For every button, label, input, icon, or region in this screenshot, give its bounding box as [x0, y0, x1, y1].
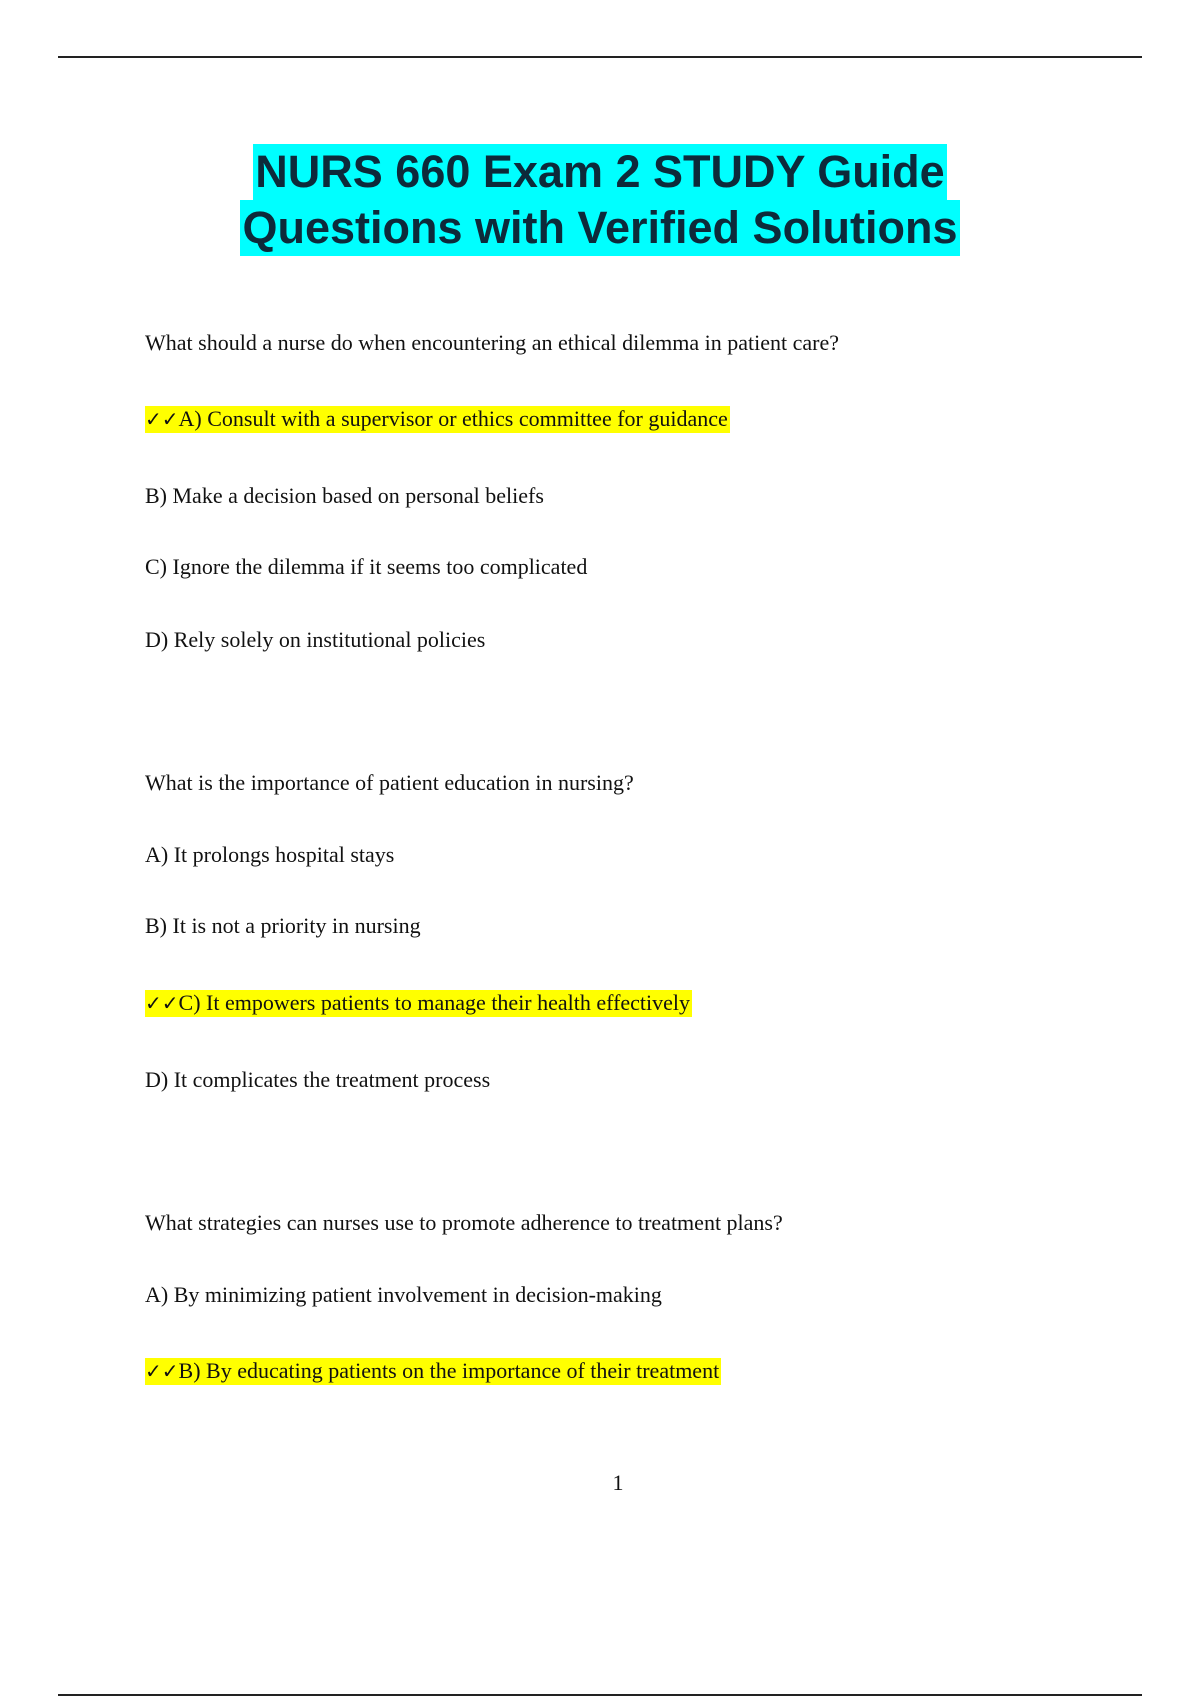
double-check-icon: ✓✓ [145, 991, 179, 1015]
question-3: What strategies can nurses use to promote adherence to treatment plans? [145, 1210, 783, 1235]
question-2-option-b: B) It is not a priority in nursing [145, 913, 421, 938]
question-1-option-d: D) Rely solely on institutional policies [145, 627, 486, 652]
page-number: 1 [612, 1470, 624, 1495]
option-label: B) By educating patients on the importance of their treatment [178, 1358, 720, 1383]
double-check-icon: ✓✓ [145, 407, 179, 431]
question-2-option-d: D) It complicates the treatment process [145, 1067, 491, 1092]
question-1-option-a-correct [145, 404, 730, 434]
question-2-option-a: A) It prolongs hospital stays [145, 842, 395, 867]
question-1-option-c: C) Ignore the dilemma if it seems too complicated [145, 554, 588, 579]
top-rule [58, 56, 1142, 58]
question-1: What should a nurse do when encountering an ethical dilemma in patient care? [145, 330, 839, 355]
correct-answer-highlight [145, 1358, 721, 1385]
question-3-option-a: A) By minimizing patient involvement in decision-making [145, 1282, 662, 1307]
question-1-option-b: B) Make a decision based on personal beliefs [145, 483, 544, 508]
question-3-option-b-correct [145, 1356, 721, 1386]
document-title [0, 144, 1200, 256]
correct-answer-highlight [145, 406, 730, 433]
option-label: A) Consult with a supervisor or ethics committee for guidance [178, 406, 728, 431]
bottom-rule [58, 1694, 1142, 1696]
double-check-icon: ✓✓ [145, 1359, 179, 1383]
title-line-1: NURS 660 Exam 2 STUDY Guide [253, 144, 946, 200]
option-label: C) It empowers patients to manage their health effectively [178, 990, 691, 1015]
title-line-2: Questions with Verified Solutions [240, 200, 959, 256]
correct-answer-highlight [145, 990, 692, 1017]
question-2-option-c-correct [145, 988, 692, 1018]
question-2: What is the importance of patient education in nursing? [145, 770, 634, 795]
